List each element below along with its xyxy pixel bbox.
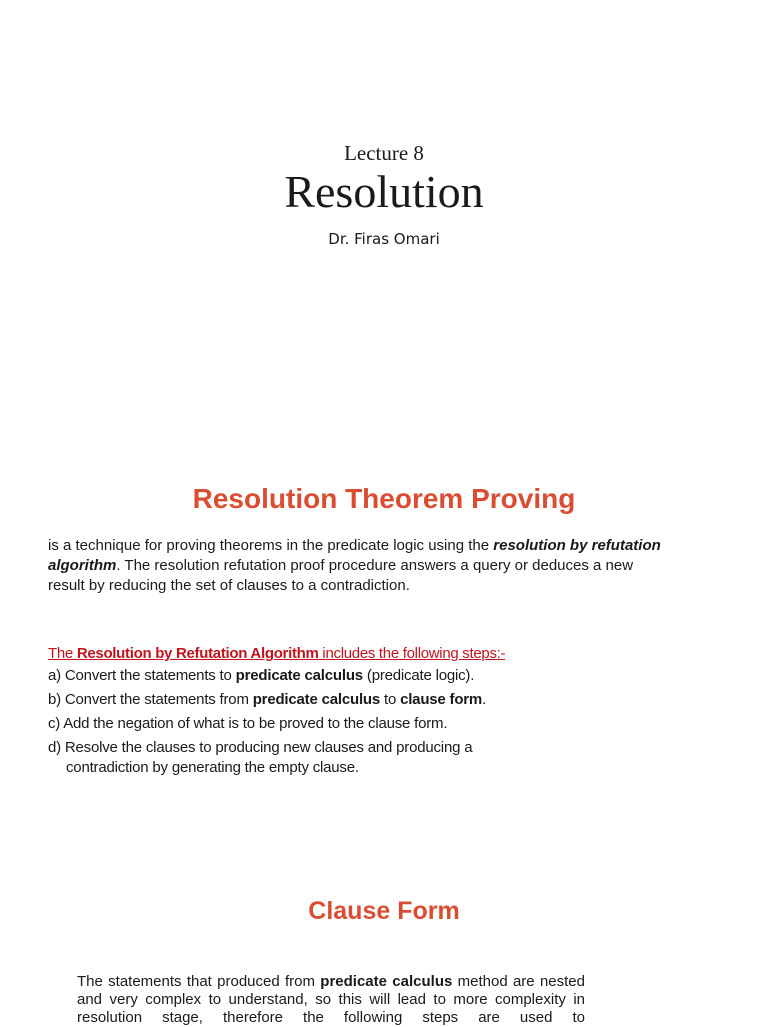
clause-text-1: The statements that produced from: [77, 973, 321, 990]
intro-emphasis: resolution by refutation algorithm: [48, 537, 661, 574]
step-c: c) Add the negation of what is to be proved to the clause form.: [48, 715, 448, 732]
lecture-number: Lecture 8: [344, 141, 424, 165]
step-b-bold-1: predicate calculus: [252, 691, 381, 708]
step-b-text-2: .: [482, 691, 487, 708]
steps-intro-text-2: includes the following steps:-: [318, 645, 506, 662]
step-a-text-1: a) Convert the statements to: [48, 667, 236, 684]
step-a: [48, 666, 668, 686]
clause-text-2: method are nested and very complex to understand, so this will lead to more complexity in resolution stage, therefore the following steps are used to: [77, 973, 585, 1026]
step-a-bold: predicate calculus: [235, 667, 363, 684]
intro-text-1: is a technique for proving theorems in the predicate logic using the: [48, 537, 494, 554]
step-d: [48, 738, 668, 778]
steps-intro-bold: Resolution by Refutation Algorithm: [76, 645, 319, 662]
step-b-text-mid: to: [380, 691, 401, 708]
steps-intro-text-1: The: [48, 645, 77, 662]
step-d-text-2: contradiction by generating the empty clause.: [66, 759, 359, 776]
step-b: [48, 690, 668, 710]
step-b-bold-2: clause form: [400, 691, 483, 708]
section-heading-resolution-theorem-proving: Resolution Theorem Proving: [192, 483, 576, 514]
clause-form-paragraph: [77, 973, 585, 1027]
intro-paragraph: [48, 536, 668, 596]
step-b-text-1: b) Convert the statements from: [48, 691, 253, 708]
section-heading-clause-form: Clause Form: [308, 897, 460, 925]
intro-text-2: . The resolution refutation proof procedure answers a query or deduces a new result by reducing the set of clauses to a contradiction.: [48, 557, 634, 594]
steps-intro: [48, 644, 505, 664]
page-title: Resolution: [284, 166, 484, 217]
author-name: Dr. Firas Omari: [328, 230, 440, 248]
step-d-text-1: d) Resolve the clauses to producing new clauses and producing a: [48, 739, 473, 756]
clause-bold: predicate calculus: [320, 973, 453, 990]
step-a-text-2: (predicate logic).: [362, 667, 475, 684]
